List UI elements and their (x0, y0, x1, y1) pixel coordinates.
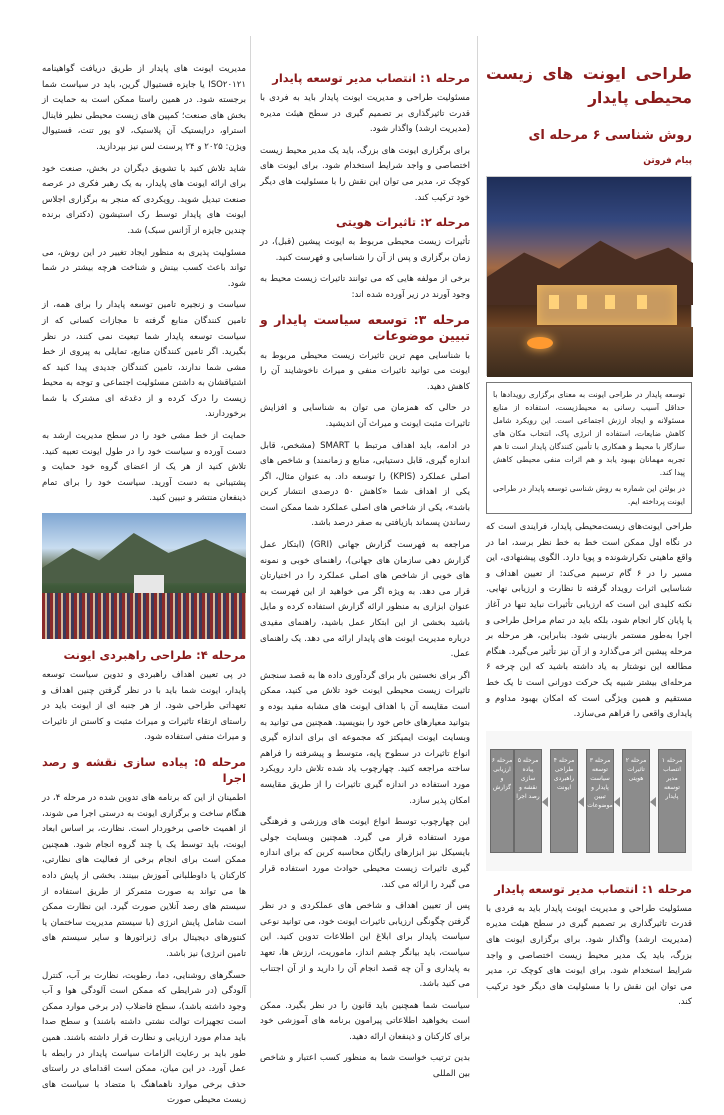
flow-step-4: مرحله ۴ طراحی راهبردی ایونت (550, 749, 578, 853)
photo-caption-box (486, 382, 692, 514)
step5-paragraph: اطمینان از این که برنامه های تدوین شده در مرحله ۴، در هنگام ساخت و برگزاری ایونت به درستی اجرا می شوند، از اهمیت خاصی برخوردار است. نظارت، بر اساس ابعاد ایونت، باید توسط یک یا چند گروه انجام شود. همچنین ممکن است برای انجام برخی از فعالیت های نظارتی، کارکنان یا داوطلبانی آموزش ببینند. بخشی از پایش داده ها می تواند به صورت متمرکز از طریق استفاده از سیستم های رصد آنلاین صورت گیرد. این نظارت ممکن است شامل پایش انرژی (با سیستم مدیریت ساختمان یا کنتورهای دیجیتال برای ژنراتورها و سایر سیستم های تامین انرژی) نیز باشد. (42, 793, 246, 959)
step1-paragraph: مسئولیت طراحی و مدیریت ایونت پایدار باید به فردی با قدرت تاثیرگذاری بر تصمیم گیری در سطح هیئت مدیره (مدیریت ارشد) واگذار شود. برای برگزاری ایونت های بزرگ، باید یک مدیر محیط زیست اختصاصی و واجد شرایط استخدام شود. برای ایونت های کوچک تر، مدیر می توان این نقش را با مسئولیت های دیگر خود ترکیب کند. (486, 903, 692, 1008)
step3-paragraph: در حالی که همزمان می توان به شناسایی و افزایش تاثیرات مثبت ایونت و میراث آن اندیشید. (260, 403, 470, 429)
step3-paragraph: مراجعه به فهرست گزارش جهانی (GRI) (ابتکار عمل گزارش دهی سازمان های جهانی)، راهنمای خوبی و نمونه های خوبی از شاخص های اصلی عملکرد را در اختیارتان قرار می دهد. به ویژه اگر می خواهید از این فهرست به عنوان ابزاری به منظور ارائه گزارش استفاده کرده و مایل باشید بخشی از این ابتکار عمل باشید، راهنمای مفیدی درباره مدیریت ایونت های پایدار ارائه می دهد. یک راهنمای عمل. (260, 540, 470, 660)
body-paragraph: حمایت از خط مشی خود را در سطح مدیریت ارشد به دست آورده و سیاست خود را در طول ایونت تعبیه کنید. تلاش کنید از هر یک از اعضای گروه خود حمایت و پشتیبانی به دست آورید. سیاست خود را برای تمام ذینفعان منتشر و تبیین کنید. (42, 431, 246, 504)
six-step-flow-diagram (486, 731, 692, 871)
step3-paragraph: بدین ترتیب خواست شما به منظور کسب اعتبار و شاخص بین المللی (260, 1053, 470, 1080)
step2-paragraph: تأثیرات زیست محیطی مربوط به ایونت پیشین (قبل)، در زمان برگزاری و پس از آن را شناسایی و فهرست کنید. (260, 237, 470, 263)
step1-paragraph: مسئولیت طراحی و مدیریت ایونت پایدار باید به فردی با قدرت تاثیرگذاری بر تصمیم گیری در سطح هیئت مدیره (مدیریت ارشد) واگذار شود. (260, 93, 470, 135)
step5-heading: مرحله ۵: پیاده سازی نقشه و رصد اجرا (42, 755, 246, 785)
step3-paragraph: این چهارچوب توسط انواع ایونت های ورزشی و فرهنگی مورد استفاده قرار می گیرد. همچنین وبسایت جولی بایسیکل نیز ابزارهای رایگان محاسبه کربن که برای اندازه گیری تاثیرات زیست محیطی حوادث مورد استفاده قرار می گیرد را ارائه می کند. (260, 817, 470, 890)
desert-venue-photo (486, 176, 692, 376)
body-paragraph: مسئولیت پذیری به منظور ایجاد تغییر در این روش، می تواند باعث کسب بینش و شناخت هرچه بیشتر در شما شود. (42, 247, 246, 289)
step3-paragraph: در ادامه، باید اهداف مرتبط با SMART (مشخص، قابل اندازه گیری، قابل دستیابی، منابع و زمانمند) و شاخص های اصلی عملکرد (KPIS) را توسعه داد. به عنوان مثال، اگر یکی از اهداف شما «کاهش ۵۰ درصدی انتشار کربن باشد»، یکی از شاخص های اصلی عملکرد شما ممکن است رساندن پسماند بازیافتی به صفر درصد باشد. (260, 440, 471, 529)
step1-heading: مرحله ۱: انتصاب مدیر توسعه پایدار (272, 71, 470, 85)
middle-column (260, 62, 470, 1089)
step3-paragraph: اگر برای نخستین بار برای گردآوری داده ها به قصد سنجش تاثیرات زیست محیطی ایونت خود تلاش می کنید، ممکن است مقایسه آن با اهداف ایونت های مشابه مفید بوده و بتوانید معیارهای خاص خود را بنویسید. همچنین می توانید به وبسایت ایونت ایمپکتز که مجموعه ای برای اندازه گیری انواع تاثیرات در سطوح پایه، متوسط و پیشرفته را فراهم ساخته مراجعه کنید. چهارچوب یاد شده تلاش دارد رویکرد مورد استفاده در اندازه گیری تاثیرات را از طریق مقایسه امکان پذیر سازد. (260, 670, 470, 806)
body-paragraph: مدیریت ایونت های پایدار از طریق دریافت گواهینامه ISO۲۰۱۲۱ یا جایزه فستیوال گرین، باید در سیاست شما برجسته شود. در همین راستا ممکن است به حمایت از بخش های صنعت؛ کمپین های زیست محیطی نظیر فاینال استراو، درایستیک آن پلاستیک، لاو یور تنت، فستیوال ویژن: ۲۰۲۵ و ۲۴ پرسنت لس نیز بپردازید. (42, 64, 246, 152)
step4-paragraph: در پی تعیین اهداف راهبردی و تدوین سیاست توسعه پایدار، ایونت شما باید با در نظر گرفتن چنین اهداف و تعهداتی طراحی شود. از هر جنبه ای از ایونت باید در راستای ارتقاء تاثیرات و میراث مثبت و کاستن از تاثیرات و میراث منفی استفاده شود. (42, 670, 246, 743)
flow-step-5: مرحله ۵ پیاده سازی نقشه و رصد اجرا (514, 749, 542, 853)
author-name: پیام فروتن (643, 156, 692, 166)
caption-note: در بولتن این شماره به روش شناسی توسعه پایدار در طراحی ایونت پرداخته ایم. (493, 484, 685, 506)
step3-heading: مرحله ۳: توسعه سیاست پایدار و تبیین موضوعات (260, 311, 471, 343)
left-column (42, 62, 246, 1115)
step5-paragraph: حسگرهای روشنایی، دما، رطوبت، نظارت بر آب، کنترل آلودگی (در شرایطی که ممکن است آلودگی هوا و آب وجود داشته باشد)، سطح فاضلاب (در برخی موارد ممکن است تجهیزات توالت نشتی داشته باشند) و سطح صدا باید مدام مورد ارزیابی و نظارت قرار داشته باشند. همین طور باید بر رعایت الزامات سیاست پایدار در رابطه با عمل آورد. در این میان، ممکن است اقدامای در راستای حذف برخی موارد ناهماهنگ با متضاد با سیاست های زیست محیطی صورت (42, 970, 246, 1106)
flow-arrow (650, 797, 656, 807)
article-title: طراحی ایونت های زیست محیطی پایدار (486, 65, 692, 107)
step2-paragraph-2: برخی از مولفه هایی که می توانند تاثیرات زیست محیط به وجود آورند در زیر آورده شده اند: (260, 274, 470, 300)
intro-paragraph: طراحی ایونت‌های زیست‌محیطی پایدار، فرایندی است که در نگاه اول ممکن است خط به خط نظر برسد، اما در واقع ماهیتی تکرارشونده و پویا دارد. الگوی پیشنهادی، این مسیر را در ۶ گام ترسیم می‌کند: از تعیین اهداف و شناسایی اثرات رویداد گرفته تا نظارت و ارزیابی نهایی. نکته کلیدی این است که ارزیابی تأثیرات نباید تنها در آغاز یا پایان کار انجام شود، بلکه باید در تمام مراحل طراحی و اجرا به‌طور مستمر بازبینی شود. بنابراین، هر مرحله بر مرحله پیشین اثر می‌گذارد و از آن نیز تأثیر می‌گیرد. هنگام مطالعه این نوشتار به یاد داشته باشید که این چرخه ۶ مرحله‌ای بیشتر شبیه یک حرکت دورانی است تا یک خط مستقیم و همین ویژگی است که امکان بهبود مداوم و پایداری واقعی را فراهم می‌سازد. (486, 522, 692, 720)
step1-paragraph-2: برای برگزاری ایونت های بزرگ، باید یک مدیر محیط زیست اختصاصی و واجد شرایط استخدام شود. برای ایونت های کوچک تر، مدیر می توان این نقش را با مسئولیت های دیگر خود ترکیب کند. (260, 145, 470, 203)
flow-step-2: مرحله ۲ تاثیرات هویتی (622, 749, 650, 853)
column-divider (250, 36, 251, 998)
right-column (486, 62, 692, 1017)
step3-paragraph: سیاست شما همچنین باید قانون را در نظر بگیرد. ممکن است بخواهید اطلاعاتی پیرامون برنامه های آموزشی خود برای کارکنان و ذینفعان ارائه دهید. (260, 1000, 470, 1042)
outdoor-concert-photo (42, 513, 246, 639)
step4-heading: مرحله ۴: طراحی راهبردی ایونت (63, 648, 246, 663)
article-subtitle: روش شناسی ۶ مرحله ای (528, 128, 692, 143)
body-paragraph: شاید تلاش کنید با تشویق دیگران در بخش، صنعت خود برای ارائه ایونت های پایدار، به یک رهبر فکری در عرصه صنعت تبدیل شوید. رویکردی که منجر به برگزاری اجلاس ایونت های پایدار توسط رک استیشون (دکترای برنده چندین جایزه از آژانس سبک) شد. (42, 163, 246, 236)
body-paragraph: سیاست و زنجیره تامین توسعه پایدار را برای همه، از تامین کنندگان منابع گرفته تا مجازات کسانی که از سیاست توسعه پایدار شما تبعیت نمی کنند، در نظر بگیرید. اگر تامین کنندگان منابع، تمایلی به پیروی از خط مشی شما ندارند، تامین کنندگان جدیدی پیدا کنید که اشتیاقشان به داشتن مسئولیت اجتماعی و توجه به محیط زیست را درک کرده و از دغدغه ای مشترک با شما برخوردارند. (42, 300, 246, 420)
step3-paragraph: پس از تعیین اهداف و شاخص های عملکردی و در نظر گرفتن چگونگی ارزیابی تاثیرات ایونت خود، می توانید نوعی سیاست پایدار برای ابلاغ این اطلاعات تدوین کنید. این سیاست، باید بیانگر چشم انداز، ماموریت، ارزش ها، تعهد به پایداری و آن چه قصد انجام آن را دارید و از آن اجتناب می کنید باشد. (260, 901, 470, 990)
flow-arrow (578, 797, 584, 807)
step2-heading: مرحله ۲: تاثیرات هویتی (335, 215, 470, 230)
column-divider (477, 36, 478, 998)
flow-arrow (542, 797, 548, 807)
step3-paragraph: با شناسایی مهم ترین تاثیرات زیست محیطی مربوط به ایونت می توانید تاثیرات منفی و میراث ناخوشایند آن را کاهش دهید. (260, 350, 470, 392)
flow-step-6: مرحله ۶ ارزیابی و گزارش (490, 749, 514, 853)
step1-heading: مرحله ۱: انتصاب مدیر توسعه پایدار (494, 881, 692, 896)
caption-text: توسعه پایدار در طراحی ایونت به معنای برگزاری رویدادها با حداقل آسیب رسانی به محیط‌زیست، استفاده از منابع مسئولانه و ایجاد ارزش اجتماعی است. این رویکرد شامل کاهش ضایعات، استفاده از انرژی پاک، انتخاب مکان های سازگار با محیط و همکاری با تأمین کنندگان پایدار است تا هم تجربه مهمانان بهبود یابد و هم اثرات منفی محیطی کاهش پیدا کند. (493, 390, 685, 477)
flow-arrow (614, 797, 620, 807)
flow-step-1: مرحله ۱ انتصاب مدیر توسعه پایدار (658, 749, 686, 853)
flow-step-3: مرحله ۳ توسعه سیاست پایدار و تبیین موضوعات (586, 749, 614, 853)
